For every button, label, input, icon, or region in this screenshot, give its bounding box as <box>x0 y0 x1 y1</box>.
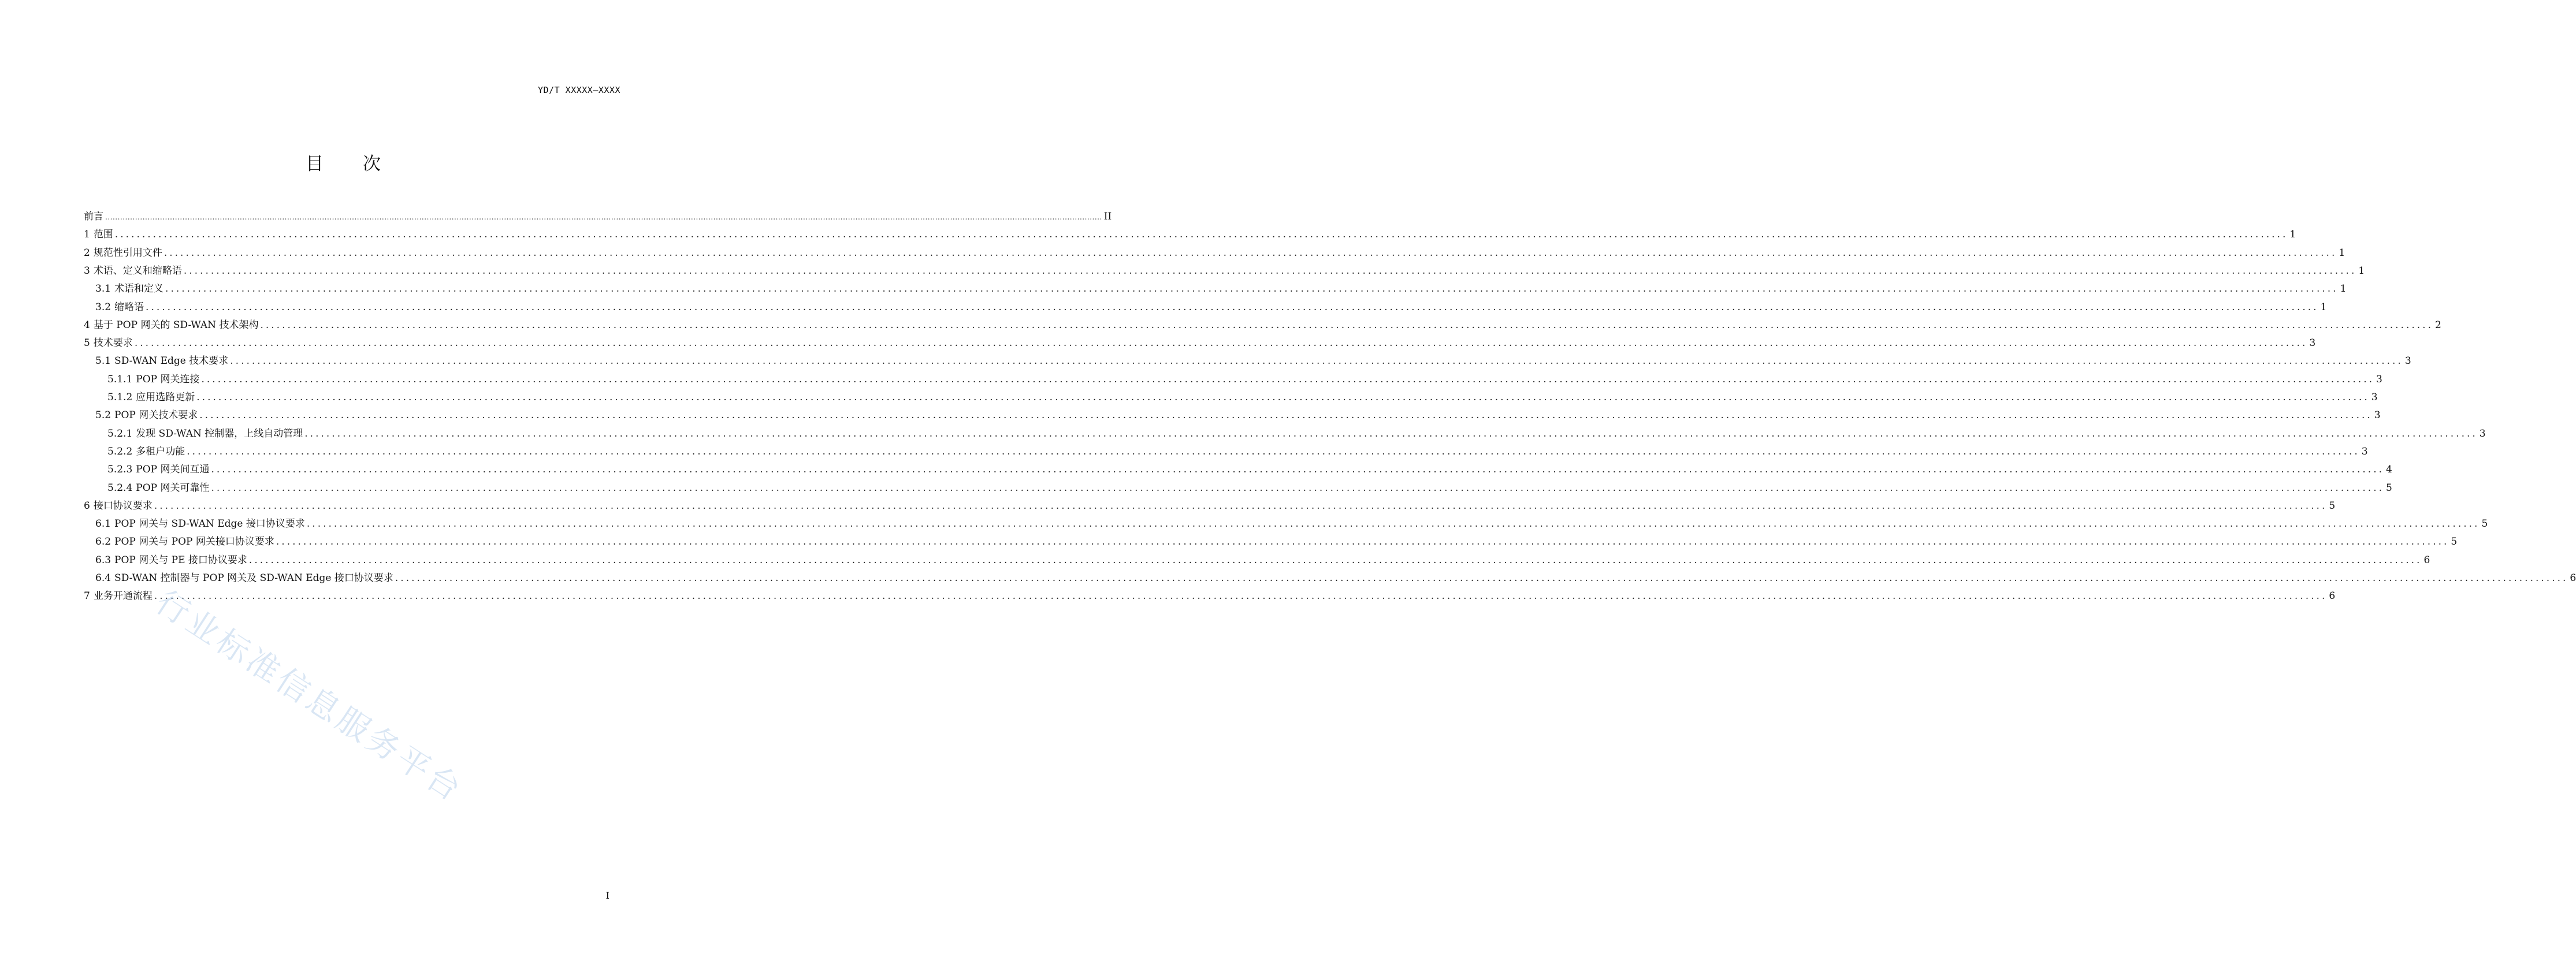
toc-leader-dots: ................................................................................................................................................................................................................................................................................................................................................................................................................ <box>304 427 2478 440</box>
toc-entry-title: 发现 SD-WAN 控制器，上线自动管理 <box>136 427 303 440</box>
toc-entry[interactable] <box>107 461 2392 479</box>
toc-entry-number: 5.2.3 <box>107 464 133 476</box>
toc-entry-number: 5.2.1 <box>107 427 133 440</box>
toc-entry-number: 7 <box>84 590 90 602</box>
toc-leader-dots: ................................................................................................................................................................................................................................................................................................................................................................................................................ <box>114 229 2288 241</box>
toc-entry-number: 5 <box>84 337 90 349</box>
toc-entry[interactable] <box>84 334 2316 352</box>
toc-leader-dots: ................................................................................................................................................................................................................................................................................................................................................................................................................ <box>248 554 2422 566</box>
toc-entry-page: 3 <box>2376 373 2382 385</box>
toc-entry-page: 5 <box>2386 482 2392 494</box>
toc-entry-page: 3 <box>2361 445 2368 457</box>
toc-entry-number: 5.2.4 <box>107 482 133 494</box>
toc-entry[interactable] <box>84 497 2336 515</box>
toc-entry-title: 范围 <box>93 229 113 241</box>
toc-leader-dots: ................................................................................................................................................................................................................................................................................................................................................................................................................ <box>230 355 2403 367</box>
toc-entry[interactable] <box>107 371 2382 389</box>
toc-entry-number: 5.1 <box>95 355 111 367</box>
toc-entry-title: 缩略语 <box>114 301 144 313</box>
toc-entry-page: 5 <box>2329 500 2336 512</box>
toc-leader-dots: ................................................................................................................................................................................................................................................................................................................................................................................................................ <box>154 590 2328 602</box>
toc-leader-dots: ................................................................................................................................................................................................................................................................................................................................................................................................................ <box>134 337 2308 349</box>
toc-entry-title: POP 网关连接 <box>136 373 200 385</box>
toc-entry-page: 3 <box>2479 427 2486 440</box>
toc-entry-page: 2 <box>2434 319 2441 331</box>
toc-entry-page: 4 <box>2386 464 2392 476</box>
toc-entry[interactable] <box>95 533 2458 551</box>
toc-entry-title: 术语、定义和缩略语 <box>93 265 182 277</box>
toc-entry-number: 3 <box>84 265 90 277</box>
toc-leader-dots: ................................................................................................................................................................................................................................................................................................................................................................................................................ <box>154 500 2328 512</box>
toc-entry-number: 6.1 <box>95 518 111 530</box>
toc-entry-page: 1 <box>2339 247 2345 259</box>
toc-entry-page: 6 <box>2423 554 2430 566</box>
document-number: YD/T XXXXX—XXXX <box>538 85 620 95</box>
toc-entry[interactable] <box>84 262 2365 280</box>
toc-leader-dots: ................................................................................................................................................................................................................................................................................................................................................................................................................ <box>211 482 2385 494</box>
toc-leader-dots: ................................................................................................................................................................................................................................................................................................................................................................................................................ <box>183 265 2357 277</box>
toc-leader-dots: ................................................................................................................................................................................................................................................................................................................................................................................................................ <box>196 392 2370 403</box>
toc-entry-title: SD-WAN 控制器与 POP 网关及 SD-WAN Edge 接口协议要求 <box>114 572 393 584</box>
toc-entry[interactable] <box>107 443 2368 461</box>
page-number: I <box>605 890 609 901</box>
toc-entry[interactable] <box>95 299 2327 316</box>
toc-entry-number: 6 <box>84 500 90 512</box>
toc-leader-dots: ................................................................................................................................................................................................................................................................................................................................................................................................................ <box>306 518 2480 530</box>
toc-leader-dots: ................................................................................................................................................................................................................................................................................................................................................................................................................ <box>276 536 2449 548</box>
toc-entry-page: 1 <box>2289 229 2296 241</box>
toc-entry[interactable] <box>95 280 2347 298</box>
toc-entry[interactable] <box>84 208 1112 226</box>
toc-entry-page: 1 <box>2320 301 2327 313</box>
toc-leader-dots: ................................................................................................................................................................................................................................................................................................................................................................................................................ <box>146 301 2319 313</box>
toc-entry-number: 3.2 <box>95 301 111 313</box>
toc-entry-page: II <box>1103 211 1112 222</box>
toc-entry-title: 规范性引用文件 <box>93 247 162 259</box>
toc-leader-dots: ................................................................................................................................................................................................................................................................................................................................................................................................................ <box>211 464 2385 476</box>
toc-entry-title: 应用选路更新 <box>136 392 195 403</box>
toc-leader-dots: ................................................................................................................................................................................................................................................................................................................................................................................................................ <box>395 572 2568 584</box>
toc-leader-dots: ................................................................................................................................................................................................................................................................................................................................................................................................................ <box>187 445 2360 457</box>
toc-entry-title: POP 网关与 SD-WAN Edge 接口协议要求 <box>114 518 305 530</box>
toc-entry-number: 3.1 <box>95 283 111 295</box>
toc-entry-number: 6.2 <box>95 536 111 548</box>
toc-leader-dots: ................................................................................................................................................................................................................................................................................................................................................................................................................ <box>201 373 2375 385</box>
toc-entry-number: 6.4 <box>95 572 111 584</box>
toc-entry-title: 多租户功能 <box>136 445 185 457</box>
toc-entry[interactable] <box>95 552 2430 569</box>
toc-entry[interactable] <box>107 389 2378 407</box>
watermark: 行业标准信息服务平台 <box>149 583 470 810</box>
toc-entry[interactable] <box>107 479 2392 497</box>
toc-entry-title: POP 网关可靠性 <box>136 482 210 494</box>
toc-entry-title: POP 网关技术要求 <box>114 409 198 422</box>
toc-entry[interactable] <box>84 244 2345 262</box>
toc-entry-number: 5.1.1 <box>107 373 133 385</box>
toc-entry-page: 1 <box>2340 283 2347 295</box>
toc-leader-dots: ................................................................................................................................................................................................................................................................................................................................................................................................................ <box>165 283 2339 295</box>
toc-leader-dots: ................................................................................................................................................................................................................................................................................................................................................................................................................ <box>260 319 2433 331</box>
toc-entry-title: 术语和定义 <box>114 283 164 295</box>
toc-entry-title: SD-WAN Edge 技术要求 <box>114 355 229 367</box>
toc-entry-title: 业务开通流程 <box>93 590 153 602</box>
toc-entry-number: 5.2 <box>95 409 111 422</box>
toc-entry-number: 1 <box>84 229 90 241</box>
toc-entry-page: 3 <box>2374 409 2381 422</box>
toc-entry-title: 接口协议要求 <box>93 500 153 512</box>
toc-entry-title: POP 网关间互通 <box>136 464 210 476</box>
toc-leader-dots: ................................................................................................................................................................................................................................................................................................................................................................................................................ <box>199 409 2373 422</box>
toc-entry[interactable] <box>95 352 2411 370</box>
toc-entry[interactable] <box>107 425 2486 443</box>
toc-entry[interactable] <box>84 226 2296 244</box>
toc-entry-page: 5 <box>2481 518 2488 530</box>
toc-entry[interactable] <box>95 407 2381 424</box>
toc-entry-number: 6.3 <box>95 554 111 566</box>
toc-entry-page: 1 <box>2358 265 2365 277</box>
toc-entry-number: 2 <box>84 247 90 259</box>
toc-entry-page: 6 <box>2329 590 2336 602</box>
toc-title: 目 次 <box>306 154 382 174</box>
toc-entry-number: 5.2.2 <box>107 445 133 457</box>
toc-entry-page: 6 <box>2570 572 2576 584</box>
toc-entry-title: 前言 <box>84 211 103 222</box>
toc-entry[interactable] <box>95 515 2488 533</box>
toc-entry-number: 4 <box>84 319 90 331</box>
toc-entry-number: 5.1.2 <box>107 392 133 403</box>
toc-entry[interactable] <box>84 316 2441 334</box>
toc-entry-title: POP 网关与 POP 网关接口协议要求 <box>114 536 274 548</box>
toc-entry-title: POP 网关与 PE 接口协议要求 <box>114 554 247 566</box>
toc-entry-title: 技术要求 <box>93 337 133 349</box>
toc-leader-dots: ................................................................................................................................................................................................................................................................................................................................................................................................................ <box>163 247 2337 259</box>
toc-entry-title: 基于 POP 网关的 SD-WAN 技术架构 <box>93 319 259 331</box>
toc-entry-page: 3 <box>2309 337 2316 349</box>
toc-leader-dots: ................................................................................................................................................................................................................................................................................................................................................................................................................ <box>105 213 1102 221</box>
toc-entry-page: 5 <box>2451 536 2458 548</box>
toc-entry-page: 3 <box>2371 392 2378 403</box>
toc-entry-page: 3 <box>2404 355 2411 367</box>
